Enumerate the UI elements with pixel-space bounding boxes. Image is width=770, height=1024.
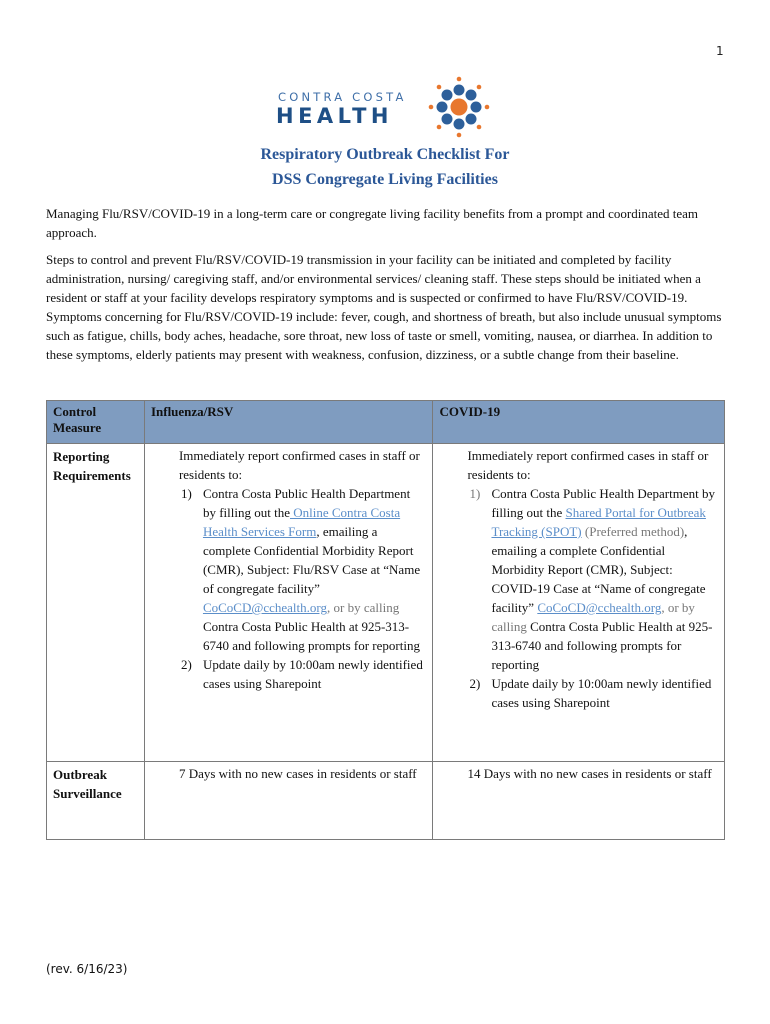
revision-date: (rev. 6/16/23): [46, 962, 128, 976]
covid-surveillance-cell: [433, 762, 725, 840]
flu-surveillance-cell: [144, 762, 433, 840]
online-form-link[interactable]: Online Contra Costa Health Services Form: [202, 505, 401, 539]
header-covid-19: COVID-19: [433, 401, 725, 444]
flu-reporting-item1: Contra Costa Public Health Department by filling out the Online Contra Costa Health Services Form, emailing a complete Confidential Morbidity Report (CMR), Subject: Flu/RSV Case at “Name of congregate facility” CoCoCD@cchealth.org, or by calling Contra Costa Public Health at 925-313-6740 and following prompts for reporting: [202, 486, 421, 653]
header-control-measure: Control Measure: [47, 401, 145, 444]
covid-surveillance-text: 14 Days with no new cases in residents or staff: [467, 766, 712, 781]
header-influenza-rsv: Influenza/RSV: [144, 401, 433, 444]
checklist-table: [46, 400, 725, 840]
covid-reporting-item1: Contra Costa Public Health Department by filling out the Shared Portal for Outbreak Tracking (SPOT) (Preferred method), emailing a complete Confidential Morbidity Report (CMR), Subject: COVID-19 Case at “Name of congregate facility” CoCoCD@cchealth.org, or by calling Contra Costa Public Health at 925-313-6740 and following prompts for reporting: [491, 486, 715, 672]
flu-reporting-intro: Immediately report confirmed cases in staff or residents to:: [178, 448, 420, 482]
measure-reporting: Reporting Requirements: [47, 444, 145, 762]
email-link[interactable]: CoCoCD@cchealth.org: [537, 600, 662, 615]
flu-reporting-item2: Update daily by 10:00am newly identified cases using Sharepoint: [202, 657, 423, 691]
checkbox-icon: [157, 446, 179, 484]
intro-paragraph: Managing Flu/RSV/COVID-19 in a long-term care or congregate living facility benefits from a prompt and coordinated team approach.: [46, 206, 698, 240]
covid-reporting-intro: Immediately report confirmed cases in staff or residents to:: [467, 448, 709, 482]
checkbox-icon: [445, 764, 467, 783]
table-header-row: [47, 401, 725, 444]
document-title-line1: Respiratory Outbreak Checklist For: [260, 146, 510, 163]
logo-text-top: CONTRA COSTA: [278, 90, 407, 104]
checkbox-icon: [445, 446, 467, 484]
list-number: 1): [469, 486, 481, 501]
email-link[interactable]: CoCoCD@cchealth.org: [202, 600, 327, 615]
list-number: 1): [180, 486, 192, 501]
logo-text-bottom: HEALTH: [276, 104, 393, 128]
steps-paragraph: Steps to control and prevent Flu/RSV/COVID-19 transmission in your facility can be initiated and completed by facility administration, nursing/ caregiving staff, and/or environmental services/ cleaning staff. These steps should be initiated when a resident or staff at your facility develops respiratory symptoms and is suspected or confirmed to have Flu/RSV/COVID-19. Symptoms concerning for Flu/RSV/COVID-19 include: fever, cough, and shortness of breath, but also include unusual symptoms such as fatigue, chills, body aches, headache, sore throat, new loss of taste or smell, vomiting, nausea, or diarrhea. In addition to these symptoms, elderly patients may present with weakness, confusion, dizziness, or a subtle change from their baseline.: [46, 252, 722, 362]
list-number: 2): [180, 657, 192, 672]
document-title-line2: DSS Congregate Living Facilities: [272, 171, 498, 188]
table-row: [47, 444, 725, 762]
flu-reporting-cell: [144, 444, 433, 762]
contra-costa-health-logo: [276, 76, 496, 138]
flu-surveillance-text: 7 Days with no new cases in residents or staff: [178, 766, 417, 781]
page-number: 1: [716, 44, 724, 58]
checkbox-icon: [157, 764, 179, 783]
covid-reporting-cell: [433, 444, 725, 762]
list-number: 2): [469, 676, 481, 691]
table-row: [47, 762, 725, 840]
spot-portal-link[interactable]: Shared Portal for Outbreak Tracking (SPOT): [491, 505, 706, 539]
measure-surveillance: Outbreak Surveillance: [47, 762, 145, 840]
logo-starburst-icon: [426, 76, 492, 138]
covid-reporting-item2: Update daily by 10:00am newly identified cases using Sharepoint: [491, 676, 712, 710]
